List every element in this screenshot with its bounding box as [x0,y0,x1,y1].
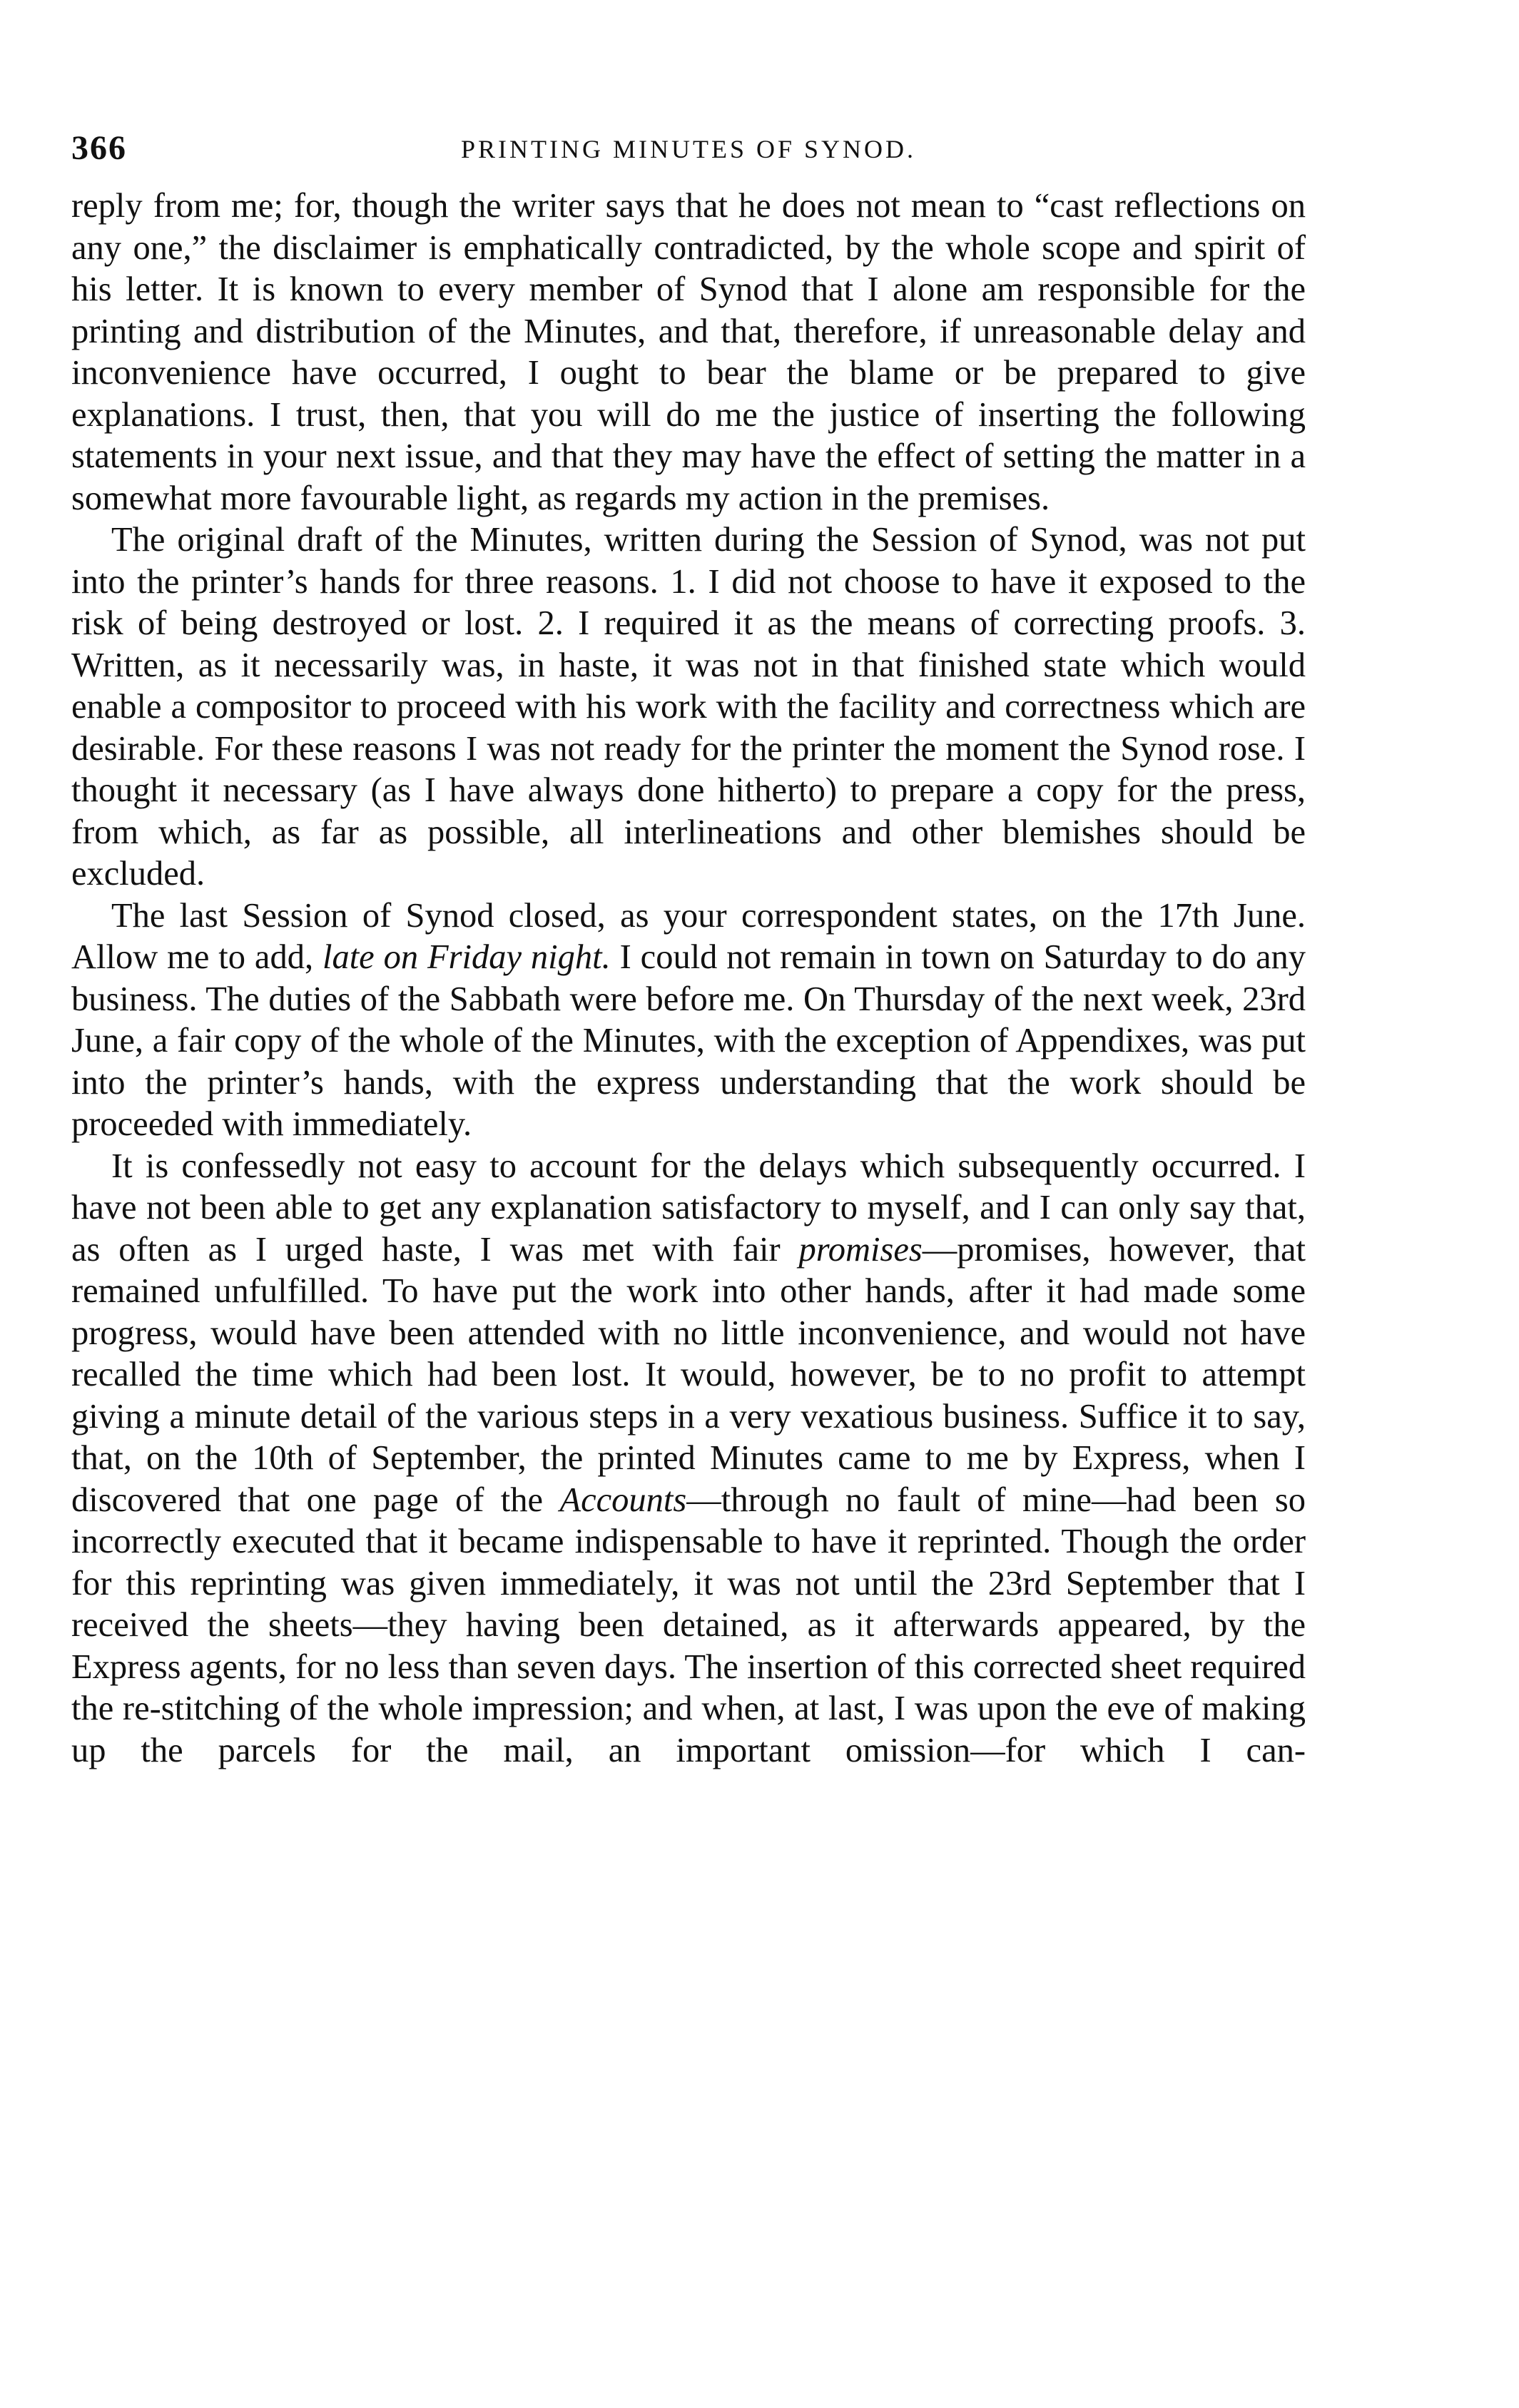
body-text [71,186,1306,1772]
text-run: The original draft of the Minutes, written during the Session of Synod, was not put into the printer’s hands for three reasons. 1. I did not choose to have it exposed to the risk of being destroyed or lost. 2. I required it as the means of correcting proofs. 3. Written, as it necessarily was, in haste, it was not in that finished state which would enable a compositor to proceed with his work with the facility and correctness which are desirable. For these reasons I was not ready for the printer the moment the Synod rose. I thought it necessary (as I have always done hitherto) to prepare a copy for the press, from which, as far as possible, all interlineations and other blemishes should be excluded. [71,521,1306,893]
italic-text: late on Friday night. [322,938,611,976]
text-run: The last Session of Synod closed, as your correspondent states, on the 17th June. Allow me to add, [71,896,1306,976]
italic-text: Accounts [559,1480,687,1519]
document-page [71,107,1306,1772]
text-run: I could not remain in town on Saturday to do any business. The duties of the Sabbath were before me. On Thursday of the next week, 23rd June, a fair copy of the whole of the Minutes, with the exception of Appendixes, was put into the printer’s hands, with the express understanding that the work should be proceeded with immediately. [71,938,1306,1143]
text-run: —through no fault of mine—had been so incorrectly executed that it became indispensable to have it reprinted. Though the order for this reprinting was given immediately, it was not until the 23rd September that I received the sheets—they having been detained, as it afterwards appeared, by the Express agents, for no less than seven days. The insertion of this corrected sheet required the re-stitching of the whole impression; and when, at last, I was upon the eve of making up the parcels for the mail, an important omission—for which I can- [71,1480,1306,1769]
running-head [71,107,1306,186]
paragraph [71,1146,1306,1772]
italic-text: promises [798,1230,923,1269]
text-run: reply from me; for, though the writer says that he does not mean to “cast reflections on any one,” the disclaimer is emphatically contradicted, by the whole scope and spirit of his letter. It is known to every member of Synod that I alone am responsible for the printing and distribution of the Minutes, and that, therefore, if unreasonable delay and inconvenience have occurred, I ought to bear the blame or be prepared to give explanations. I trust, then, that you will do me the justice of inserting the following statements in your next issue, and that they may have the effect of setting the matter in a somewhat more favourable light, as regards my action in the premises. [71,187,1306,517]
text-run: —promises, however, that remained unfulfilled. To have put the work into other hands, after it had made some progress, would have been attended with no little inconvenience, and would not have recalled the time which had been lost. It would, however, be to no profit to attempt giving a minute detail of the various steps in a very vexatious business. Suffice it to say, that, on the 10th of September, the printed Minutes came to me by Express, when I discovered that one page of the [71,1230,1306,1519]
paragraph [71,519,1306,895]
running-title: PRINTING MINUTES OF SYNOD. [460,135,917,163]
paragraph [71,895,1306,1146]
text-run: It is confessedly not easy to account for the delays which subsequently occurred. I have not been able to get any explanation satisfactory to myself, and I can only say that, as often as I urged haste, I was met with fair [71,1147,1306,1269]
paragraph [71,186,1306,519]
page-number: 366 [71,129,127,167]
